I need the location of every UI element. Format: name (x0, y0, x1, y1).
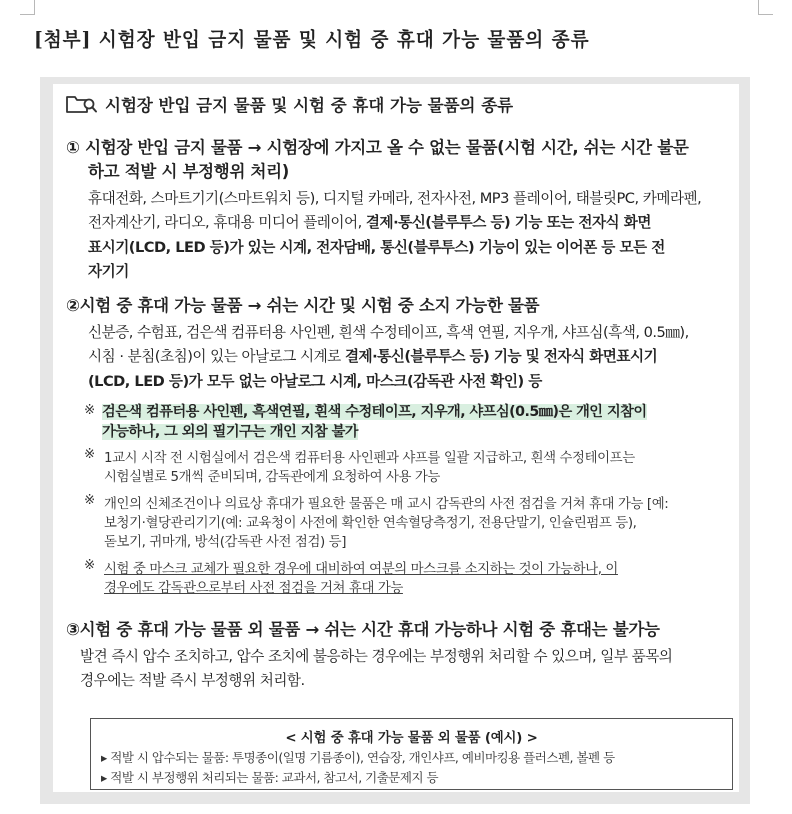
example-box (90, 718, 733, 790)
item3-body-line1: 발견 즉시 압수 조치하고, 압수 조치에 불응하는 경우에는 부정행위 처리할 수 있으며, 일부 품목의 (80, 648, 673, 665)
note2-line1: 1교시 시작 전 시험실에서 검은색 컴퓨터용 사인펜과 샤프를 일괄 지급하고, 흰색 수정테이프는 (104, 451, 635, 466)
item1-body-line4: 자기기 (88, 263, 129, 280)
note1-line1 (102, 401, 647, 421)
note4-mark: ※ (84, 558, 96, 573)
example-title: < 시험 중 휴대 가능 물품 외 물품 (예시) > (285, 731, 538, 746)
item1-body-line3: 표시기(LCD, LED 등)가 있는 시계, 전자담배, 통신(블루투스) 기능이 있는 이어폰 등 모든 전 (88, 239, 665, 256)
item2-body-line1: 신분증, 수험표, 검은색 컴퓨터용 사인펜, 흰색 수정테이프, 흑색 연필, 지우개, 샤프심(흑색, 0.5㎜), (88, 324, 689, 341)
note2-mark: ※ (84, 447, 96, 462)
item2-body-line2-bold: 결제·통신(블루투스 등) 기능 및 전자식 화면표시기 (344, 348, 658, 365)
note3-line3: 돋보기, 귀마개, 방석(감독관 사전 점검) 등] (104, 535, 347, 550)
note3-line1: 개인의 신체조건이나 의료상 휴대가 필요한 물품은 매 교시 감독관의 사전 점검을 거쳐 휴대 가능 [예: (104, 497, 669, 512)
item1-body-line2-plain: 전자계산기, 라디오, 휴대용 미디어 플레이어, (88, 214, 366, 231)
note4-line1: 시험 중 마스크 교체가 필요한 경우에 대비하여 여분의 마스크를 소지하는 것이 가능하나, 이 (104, 562, 618, 577)
item1-heading-line2: 하고 적발 시 부정행위 처리) (88, 162, 290, 181)
item1-body-line2 (88, 211, 651, 232)
note4-line2: 경우에도 감독관으로부터 사전 점검을 거쳐 휴대 가능 (104, 581, 403, 596)
section-header (63, 91, 743, 115)
item3-body-line2: 경우에는 적발 즉시 부정행위 처리함. (80, 672, 305, 689)
example-line2: ▸ 적발 시 부정행위 처리되는 물품: 교과서, 참고서, 기출문제지 등 (101, 770, 439, 785)
example-line1: ▸ 적발 시 압수되는 물품: 투명종이(일명 기름종이), 연습장, 개인샤프, 예비마킹용 플러스펜, 볼펜 등 (101, 750, 615, 765)
document-title: [첨부] 시험장 반입 금지 물품 및 시험 중 휴대 가능 물품의 종류 (34, 28, 590, 51)
page-corner-top-left (20, 0, 35, 15)
item1-body-line2-bold: 결제·통신(블루투스 등) 기능 또는 전자식 화면 (365, 214, 651, 231)
item2-heading: ②시험 중 휴대 가능 물품 → 쉬는 시간 및 시험 중 소지 가능한 물품 (66, 296, 540, 315)
note1-line2-text: 가능하나, 그 외의 필기구는 개인 지참 불가 (102, 424, 359, 440)
note1-line1-text: 검은색 컴퓨터용 사인펜, 흑색연필, 흰색 수정테이프, 지우개, 샤프심(0.5㎜)은 개인 지참이 (102, 404, 647, 420)
item1-heading-line1: ① 시험장 반입 금지 물품 → 시험장에 가지고 올 수 없는 물품(시험 시간, 쉬는 시간 불문 (66, 138, 689, 157)
note2-line2: 시험실별로 5개씩 준비되며, 감독관에게 요청하여 사용 가능 (104, 470, 440, 485)
page-corner-top-right (758, 0, 773, 15)
section-title: 시험장 반입 금지 물품 및 시험 중 휴대 가능 물품의 종류 (105, 96, 514, 115)
item1-body-line1: 휴대전화, 스마트기기(스마트워치 등), 디지털 카메라, 전자사전, MP3 플레이어, 태블릿PC, 카메라펜, (88, 190, 702, 207)
note1-line2 (102, 421, 358, 441)
note3-mark: ※ (84, 493, 96, 508)
item2-body-line3: (LCD, LED 등)가 모두 없는 아날로그 시계, 마스크(감독관 사전 확인) 등 (88, 373, 542, 390)
item2-body-line2-plain: 시침 · 분침(초침)이 있는 아날로그 시계로 (88, 348, 345, 365)
note1-mark: ※ (84, 403, 96, 418)
folder-search-icon (65, 93, 99, 115)
item2-body-line2 (88, 345, 657, 366)
item3-heading: ③시험 중 휴대 가능 물품 외 물품 → 쉬는 시간 휴대 가능하나 시험 중 휴대는 불가능 (66, 620, 660, 639)
note3-line2: 보청기·혈당관리기기(예: 교육청이 사전에 확인한 연속혈당측정기, 전용단말기, 인슐린펌프 등), (104, 516, 637, 531)
